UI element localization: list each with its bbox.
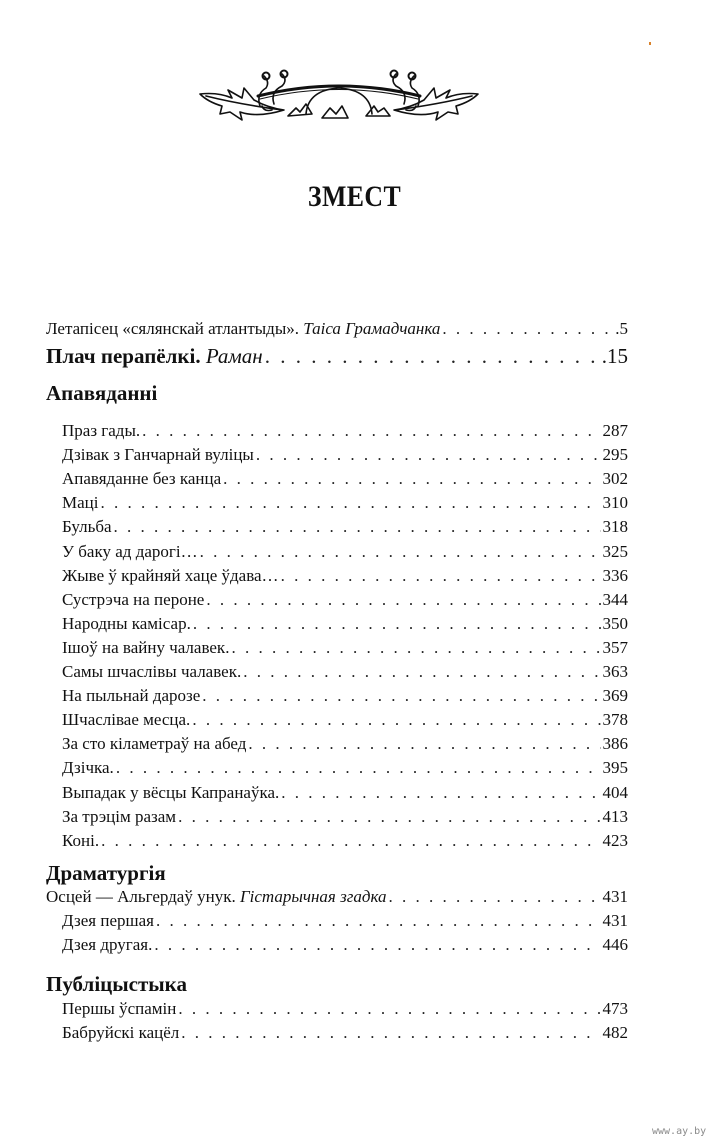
page-number: 344 xyxy=(602,589,628,609)
leader-dots xyxy=(265,343,600,369)
leader-dots xyxy=(231,637,600,659)
leader-dots xyxy=(114,516,601,538)
entry-label: За трэцім разам xyxy=(62,806,177,826)
leader-dots xyxy=(248,733,600,755)
page-number: 363 xyxy=(602,662,628,681)
leader-dots xyxy=(202,685,600,707)
toc-entry[interactable] xyxy=(62,685,628,707)
entry-label: Осцей — Альгердаў унук. Гістарычная згадка xyxy=(46,887,387,906)
toc-entry[interactable] xyxy=(62,733,628,755)
page-number: 287 xyxy=(602,421,628,440)
page-title: ЗМЕСТ xyxy=(307,180,402,213)
toc-entry[interactable] xyxy=(62,830,628,852)
toc-entry[interactable] xyxy=(62,613,628,635)
toc-entry[interactable] xyxy=(62,782,628,804)
page-number: 295 xyxy=(602,445,628,465)
toc-entry[interactable] xyxy=(62,565,628,587)
watermark: www.ay.by xyxy=(652,1126,707,1137)
section-heading-drama: Драматургія xyxy=(46,861,166,885)
page-number: .15 xyxy=(601,344,628,368)
toc-entry[interactable] xyxy=(62,589,628,611)
entry-label: Дзея другая. xyxy=(62,934,153,954)
page-number: 413 xyxy=(602,806,628,826)
page-number: .5 xyxy=(615,319,628,338)
entry-label: На пыльнай дарозе xyxy=(62,686,201,706)
page-number: 386 xyxy=(602,734,628,754)
leader-dots xyxy=(178,998,600,1020)
leader-dots xyxy=(281,565,601,587)
page-number: 482 xyxy=(602,1022,628,1042)
entry-label: Апавяданне без канца xyxy=(62,469,222,489)
page-number: 395 xyxy=(602,758,628,778)
toc-entry[interactable] xyxy=(62,468,628,490)
leader-dots xyxy=(116,757,601,779)
toc-entry[interactable] xyxy=(62,757,628,779)
leader-dots xyxy=(388,886,600,908)
entry-label: Дзея першая xyxy=(62,911,154,930)
entry-label: У баку ад дарогі… xyxy=(62,541,198,561)
entry-label: Плач перапёлкі. Раман xyxy=(46,344,263,368)
leader-dots xyxy=(442,318,613,340)
page-number: 404 xyxy=(602,782,628,802)
entry-label: Дзічка. xyxy=(62,758,114,778)
toc-entry[interactable] xyxy=(62,444,628,466)
leader-dots xyxy=(156,910,601,932)
toc-entry-novel[interactable] xyxy=(46,343,628,369)
leader-dots xyxy=(192,709,600,731)
page-number: 423 xyxy=(602,830,628,850)
entry-label: Сустрэча на пероне xyxy=(62,589,205,609)
leader-dots xyxy=(223,468,600,490)
page-number: 431 xyxy=(602,887,628,906)
leader-dots xyxy=(178,806,600,828)
leader-dots xyxy=(101,830,600,852)
entry-label: Выпадак у вёсцы Капранаўка. xyxy=(62,782,280,802)
toc-entry-preface[interactable] xyxy=(46,318,628,340)
page-number: 473 xyxy=(602,999,628,1018)
page-number: 336 xyxy=(602,565,628,585)
toc-entry[interactable] xyxy=(62,709,628,731)
section-heading-essays: Публіцыстыка xyxy=(46,972,187,996)
toc-entry[interactable] xyxy=(62,661,628,683)
leader-dots xyxy=(281,782,600,804)
entry-label: Народны камісар. xyxy=(62,613,191,633)
leader-dots xyxy=(256,444,601,466)
leader-dots xyxy=(193,613,601,635)
leader-dots xyxy=(206,589,600,611)
entry-label: Праз гады. xyxy=(62,421,141,440)
entry-label: Першы ўспамін xyxy=(62,999,177,1018)
entry-label: Коні. xyxy=(62,830,100,850)
toc-entry[interactable] xyxy=(62,541,628,563)
leader-dots xyxy=(142,420,600,442)
page-number: 318 xyxy=(602,517,628,537)
page-number: 357 xyxy=(602,637,628,657)
toc-entry[interactable] xyxy=(62,806,628,828)
page-number: 350 xyxy=(602,613,628,633)
entry-label: Маці xyxy=(62,493,99,513)
page-number: 302 xyxy=(602,469,628,489)
entry-label: Самы шчаслівы чалавек. xyxy=(62,662,242,681)
entry-label: Жыве ў крайняй хаце ўдава… xyxy=(62,565,279,585)
entry-label: Шчаслівае месца. xyxy=(62,710,191,730)
leader-dots xyxy=(200,541,601,563)
toc-entry[interactable] xyxy=(62,492,628,514)
toc-entry[interactable] xyxy=(62,516,628,538)
toc-entry[interactable] xyxy=(62,934,628,956)
page-number: 310 xyxy=(602,493,628,513)
floral-vignette-icon xyxy=(198,68,480,124)
entry-label: Дзівак з Ганчарнай вуліцы xyxy=(62,445,254,465)
toc-entry[interactable] xyxy=(62,998,628,1020)
leader-dots xyxy=(181,1022,600,1044)
toc-entry[interactable] xyxy=(62,1022,628,1044)
leader-dots xyxy=(154,934,600,956)
entry-label: Бабруйскі кацёл xyxy=(62,1022,180,1042)
page-number: 369 xyxy=(602,686,628,706)
entry-label: За сто кіламетраў на абед xyxy=(62,734,247,754)
page-number: 431 xyxy=(602,911,628,930)
entry-label: Ішоў на вайну чалавек. xyxy=(62,637,230,657)
page-number: 325 xyxy=(602,541,628,561)
scan-speck xyxy=(649,42,651,45)
page-number: 378 xyxy=(602,710,628,730)
toc-entry[interactable] xyxy=(62,420,628,442)
toc-entry[interactable] xyxy=(62,910,628,932)
leader-dots xyxy=(243,661,600,683)
toc-entry-play[interactable] xyxy=(46,886,628,908)
page-number: 446 xyxy=(602,934,628,954)
section-heading-stories: Апавяданні xyxy=(46,381,158,405)
entry-label: Летапісец «сялянскай атлантыды». Таіса Грамадчанка xyxy=(46,319,441,338)
toc-entry[interactable] xyxy=(62,637,628,659)
entry-label: Бульба xyxy=(62,517,112,537)
leader-dots xyxy=(100,492,600,514)
